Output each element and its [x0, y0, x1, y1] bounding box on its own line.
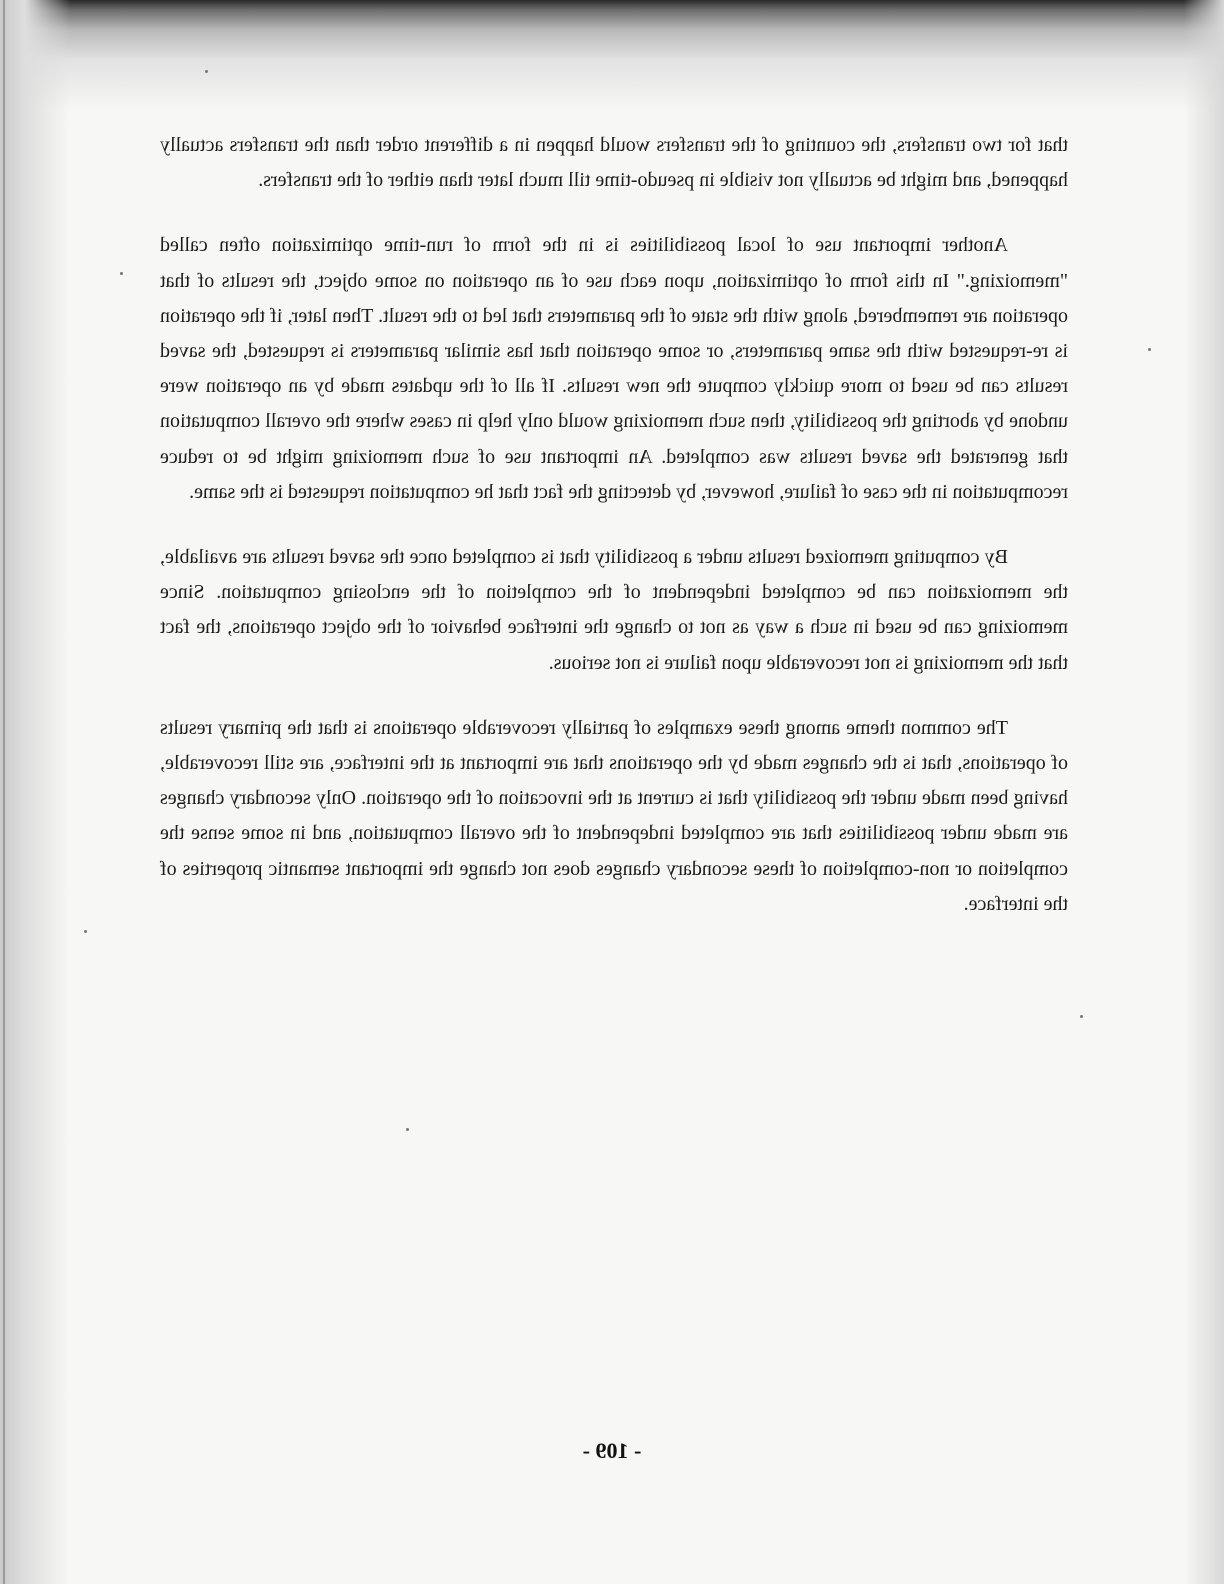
scan-speck [1080, 1015, 1083, 1018]
document-body [160, 128, 1068, 952]
scan-speck [406, 1128, 409, 1131]
scan-speck [205, 70, 208, 73]
scan-speck [120, 272, 123, 275]
scan-speck [1148, 348, 1151, 351]
paragraph-4: The common theme among these examples of partially recoverable operations is that the primary results of operations, that is the changes made by the operations that are important at the interface, are still recoverable, having been made under the possibility that is current at the invocation of the operation. Only secondary changes are made under possibilities that are completed independent of the overall computation, and in some sense the completion or non-completion of these secondary changes does not change the important semantic properties of the interface. [160, 716, 1068, 915]
scan-shadow-right [1184, 0, 1224, 1584]
paragraph-2: Another important use of local possibilities is in the form of run-time optimization often called "memoizing." In this form of optimization, upon each use of an operation on some object, the results of that operation are remembered, along with the state of the parameters that led to the result. Then later, if the operation is re-requested with the same parameters, or some operation that has similar parameters is requested, the saved results can be used to more quickly compute the new results. If all of the updates made by an operation were undone by aborting the possibility, then such memoizing would only help in cases where the overall computation that generated the saved results was completed. An important use of such memoizing might be to reduce recomputation in the case of failure, however, by detecting the fact that he computation requested is the same. [160, 234, 1068, 503]
scan-speck [84, 930, 87, 933]
page-edge-line [3, 0, 5, 1584]
page-number: - 109 - [582, 1438, 642, 1463]
scan-shadow-left [0, 0, 70, 1584]
paragraph-1: that for two transfers, the counting of the transfers would happen in a different order than the transfers actually happened, and might be actually not visible in pseudo-time till much later than either of the transfers. [160, 134, 1068, 192]
paragraph-3: By computing memoized results under a possibility that is completed once the saved results are available, the memoization can be completed independent of the completion of the enclosing computation. Since memoizing can be used in such a way as not to change the interface behavior of the object operations, the fact that the memoizing is not recoverable upon failure is not serious. [160, 546, 1068, 674]
scan-shadow-top [0, 0, 1224, 110]
